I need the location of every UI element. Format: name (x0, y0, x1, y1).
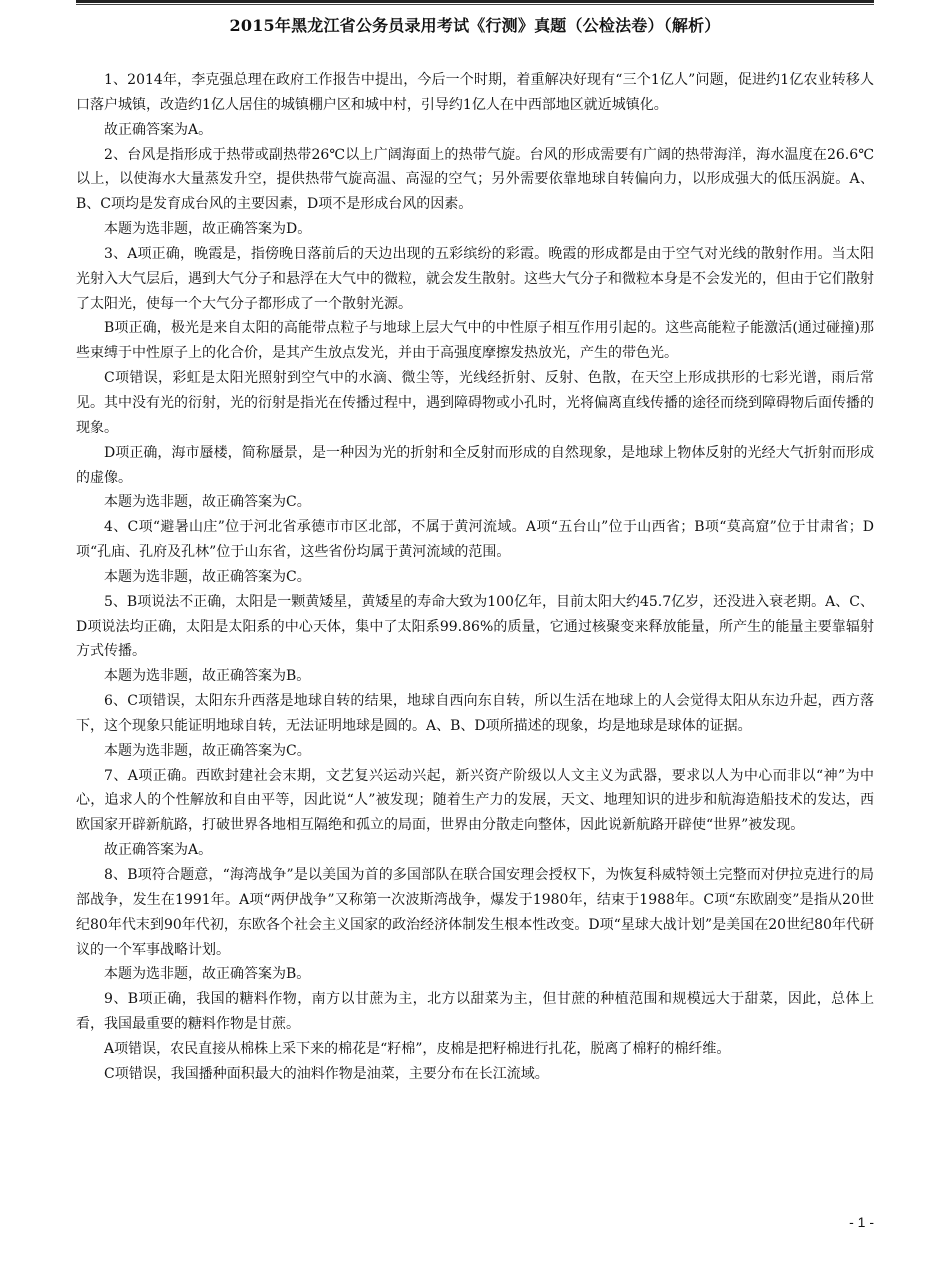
paragraph: 6、C项错误，太阳东升西落是地球自转的结果，地球自西向东自转，所以生活在地球上的人会觉得太阳从东边升起，西方落下，这个现象只能证明地球自转，无法证明地球是圆的。A、B、D项所描述的现象，均是地球是球体的证据。 (76, 693, 874, 734)
paragraph: B项正确，极光是来自太阳的高能带点粒子与地球上层大气中的中性原子相互作用引起的。这些高能粒子能激活(通过碰撞)那些束缚于中性原子上的化合价，是其产生放点发光，并由于高强度摩擦发热放光，产生的带色光。 (76, 320, 874, 362)
header-rule-thin (76, 4, 874, 5)
paragraph: A项错误，农民直接从棉株上采下来的棉花是“籽棉”，皮棉是把籽棉进行扎花，脱离了棉籽的棉纤维。 (104, 1040, 731, 1057)
paragraph: 9、B项正确，我国的糖料作物，南方以甘蔗为主，北方以甜菜为主，但甘蔗的种植范围和规模远大于甜菜，因此，总体上看，我国最重要的糖料作物是甘蔗。 (76, 991, 874, 1033)
document-body (76, 68, 874, 1087)
paragraph: 5、B项说法不正确，太阳是一颗黄矮星，黄矮星的寿命大致为100亿年，目前太阳大约45.7亿岁，还没进入衰老期。A、C、D项说法均正确，太阳是太阳系的中心天体，集中了太阳系99.86%的质量，它通过核聚变来释放能量，所产生的能量主要靠辐射方式传播。 (76, 593, 874, 660)
paragraph: 本题为选非题，故正确答案为D。 (104, 221, 312, 238)
paragraph: 1、2014年，李克强总理在政府工作报告中提出，今后一个时期，着重解决好现有“三个1亿人”问题，促进约1亿农业转移人口落户城镇，改造约1亿人居住的城镇棚户区和城中村，引导约1亿人在中西部地区就近城镇化。 (76, 72, 874, 113)
paragraph: 本题为选非题，故正确答案为B。 (104, 668, 311, 685)
header-rule-thick (76, 0, 874, 3)
paragraph: 2、台风是指形成于热带或副热带26℃以上广阔海面上的热带气旋。台风的形成需要有广阔的热带海洋，海水温度在26.6℃以上，以使海水大量蒸发升空，提供热带气旋高温、高湿的空气；另外需要依靠地球自转偏向力，以形成强大的低压涡旋。A、B、C项均是发育成台风的主要因素，D项不是形成台风的因素。 (76, 146, 874, 213)
paragraph: 3、A项正确，晚霞是，指傍晚日落前后的天边出现的五彩缤纷的彩霞。晚霞的形成都是由于空气对光线的散射作用。当太阳光射入大气层后，遇到大气分子和悬浮在大气中的微粒，就会发生散射。这些大气分子和微粒本身是不会发光的，但由于它们散射了太阳光，使每一个大气分子都形成了一个散射光源。 (76, 245, 874, 312)
paragraph: C项错误，我国播种面积最大的油料作物是油菜，主要分布在长江流域。 (104, 1065, 549, 1082)
paragraph: 故正确答案为A。 (104, 842, 213, 859)
paragraph: 故正确答案为A。 (104, 121, 213, 138)
paragraph: 4、C项“避暑山庄”位于河北省承德市市区北部，不属于黄河流域。A项“五台山”位于山西省；B项“莫高窟”位于甘肃省；D项“孔庙、孔府及孔林”位于山东省，这些省份均属于黄河流域的范围。 (76, 519, 874, 561)
document-title: 2015年黑龙江省公务员录用考试《行测》真题（公检法卷）（解析） (229, 16, 721, 35)
paragraph: 本题为选非题，故正确答案为C。 (104, 494, 311, 511)
paragraph: C项错误，彩虹是太阳光照射到空气中的水滴、微尘等，光线经折射、反射、色散，在天空上形成拱形的七彩光谱，雨后常见。其中没有光的衍射，光的衍射是指光在传播过程中，遇到障碍物或小孔时，光将偏离直线传播的途径而绕到障碍物后面传播的现象。 (76, 370, 874, 436)
paragraph: 8、B项符合题意，“海湾战争”是以美国为首的多国部队在联合国安理会授权下，为恢复科威特领土完整而对伊拉克进行的局部战争，发生在1991年。A项“两伊战争”又称第一次波斯湾战争，爆发于1980年，结束于1988年。C项“东欧剧变”是指从20世纪80年代末到90年代初，东欧各个社会主义国家的政治经济体制发生根本性改变。D项“星球大战计划”是美国在20世纪80年代研议的一个军事战略计划。 (76, 867, 874, 958)
paragraph: 7、A项正确。西欧封建社会末期，文艺复兴运动兴起，新兴资产阶级以人文主义为武器，要求以人为中心而非以“神”为中心，追求人的个性解放和自由平等，因此说“人”被发现；随着生产力的发展，天文、地理知识的进步和航海造船技术的发达，西欧国家开辟新航路，打破世界各地相互隔绝和孤立的局面，世界由分散走向整体，因此说新航路开辟使“世界”被发现。 (76, 767, 874, 834)
paragraph: 本题为选非题，故正确答案为B。 (104, 966, 311, 983)
paragraph: 本题为选非题，故正确答案为C。 (104, 742, 311, 759)
paragraph: D项正确，海市蜃楼，简称蜃景，是一种因为光的折射和全反射而形成的自然现象，是地球上物体反射的光经大气折射而形成的虚像。 (76, 444, 874, 486)
paragraph: 本题为选非题，故正确答案为C。 (104, 568, 311, 585)
page-number: - 1 - (849, 1214, 874, 1230)
